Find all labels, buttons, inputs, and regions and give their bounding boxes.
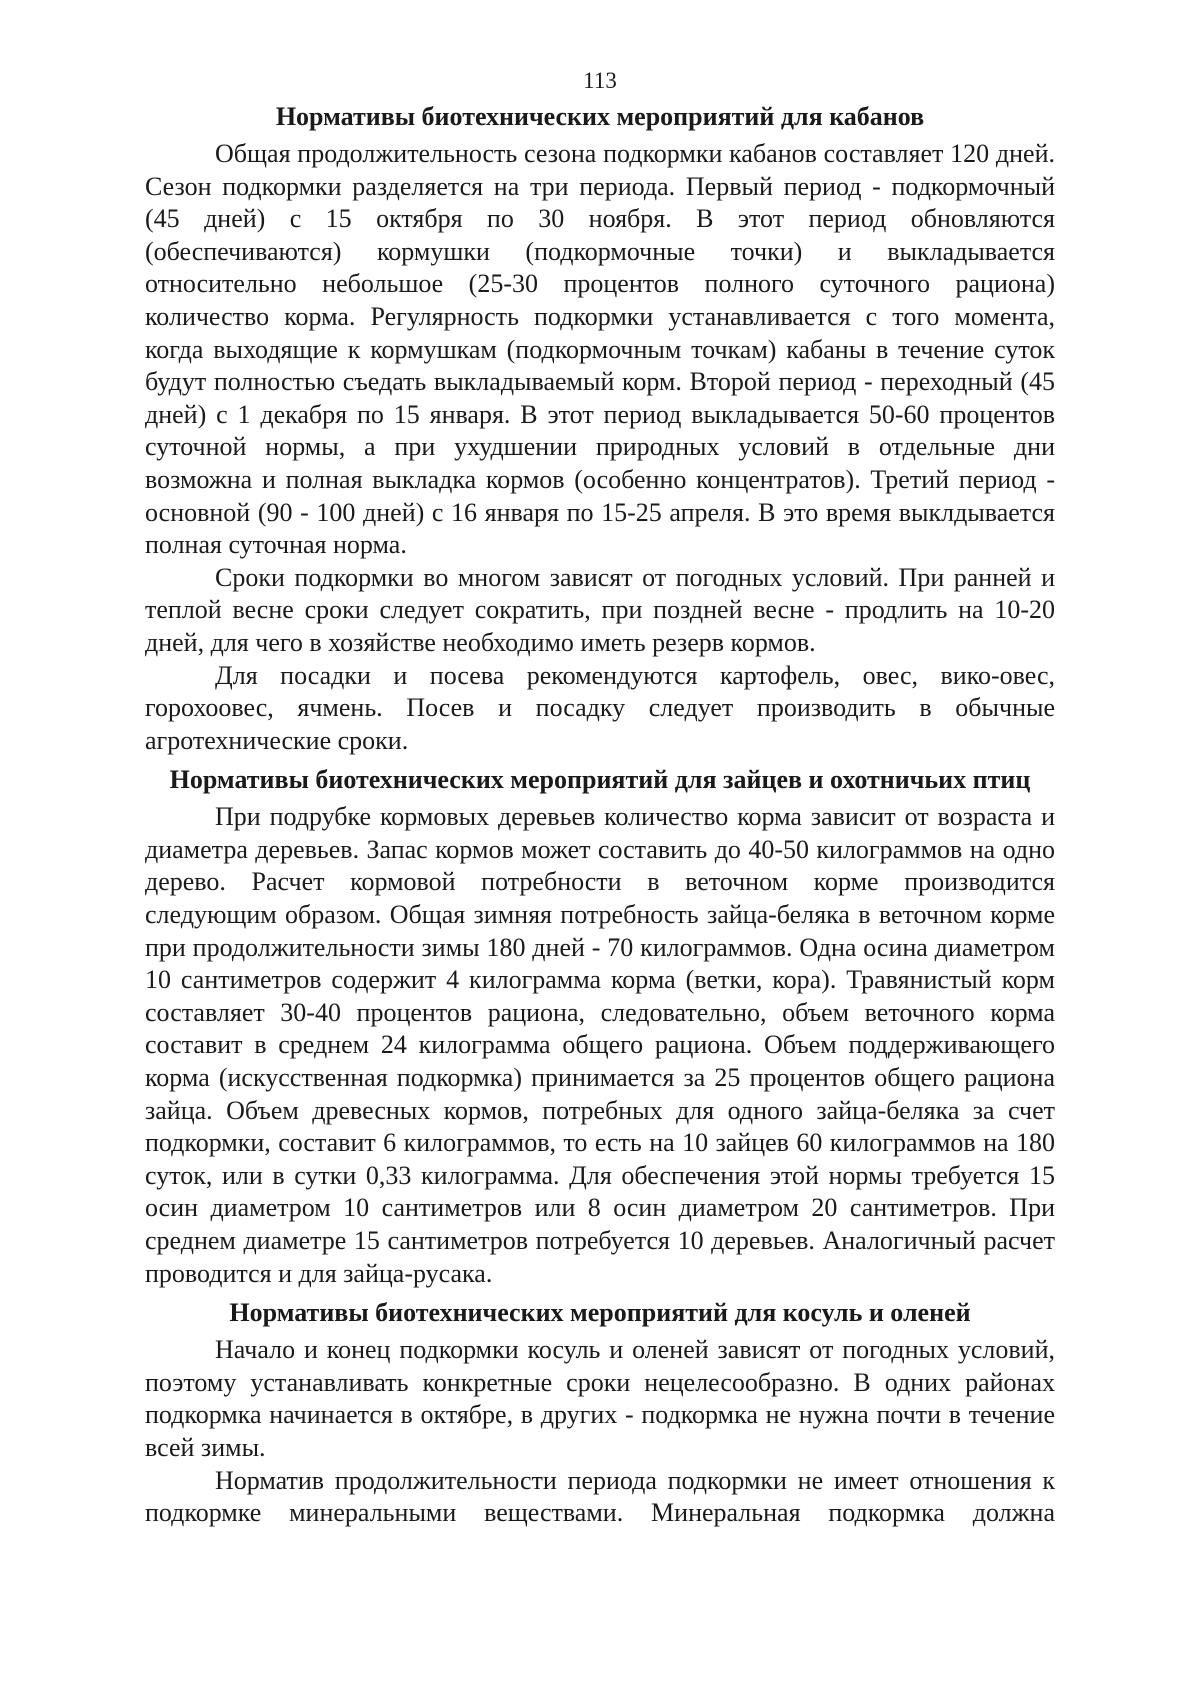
- section-heading-boars: Нормативы биотехнических мероприятий для кабанов: [275, 102, 925, 131]
- document-page: [145, 64, 1055, 1530]
- section-hares-birds: [145, 763, 1055, 1290]
- section-roe-deer: [145, 1296, 1055, 1530]
- paragraph-boars-planting: Для посадки и посева рекомендуются картофель, овес, вико-овес, горохоовес, ячмень. Посев и посадку следует производить в обычные агротехнические сроки.: [145, 660, 1055, 755]
- paragraph-boars-feeding-terms: Сроки подкормки во многом зависят от погодных условий. При ранней и теплой весне сроки следует сократить, при поздней весне - продлить на 10-20 дней, для чего в хозяйстве необходимо иметь резерв кормов.: [145, 562, 1055, 657]
- paragraph-roe-deer-mineral-feeding: Норматив продолжительности периода подкормки не имеет отношения к подкормке минеральными веществами. Минеральная подкормка должна: [145, 1465, 1055, 1528]
- section-boars: [145, 100, 1055, 757]
- section-heading-roe-deer: Нормативы биотехнических мероприятий для косуль и оленей: [229, 1298, 971, 1328]
- paragraph-roe-deer-feeding-start: Начало и конец подкормки косуль и оленей зависят от погодных условий, поэтому устанавливать конкретные сроки нецелесообразно. В одних районах подкормка начинается в октябре, в других - подкормка не нужна почти в течение всей зимы.: [145, 1335, 1055, 1462]
- paragraph-boars-feeding-periods: Общая продолжительность сезона подкормки кабанов составляет 120 дней. Сезон подкормки разделяется на три периода. Первый период - подкормочный (45 дней) с 15 октября по 30 ноября. В этот период обновляются (обеспечиваются) кормушки (подкормочные точки) и выкладывается относительно небольшое (25-30 процентов полного суточного рациона) количество корма. Регулярность подкормки устанавливается с того момента, когда выходящие к кормушкам (подкормочным точкам) кабаны в течение суток будут полностью съедать выкладываемый корм. Второй период - переходный (45 дней) с 1 декабря по 15 января. В этот период выкладывается 50-60 процентов суточной нормы, а при ухудшении природных условий в отдельные дни возможна и полная выкладка кормов (особенно концентратов). Третий период - основной (90 - 100 дней) с 16 января по 15-25 апреля. В это время выклдывается полная суточная норма.: [145, 139, 1055, 560]
- section-heading-hares-birds: Нормативы биотехнических мероприятий для зайцев и охотничьих птиц: [169, 765, 1031, 795]
- page-number: 113: [583, 68, 617, 93]
- paragraph-hares-feed-calculation: При подрубке кормовых деревьев количество корма зависит от возраста и диаметра деревьев. Запас кормов может составить до 40-50 килограммов на одно дерево. Расчет кормовой потребности в веточном корме производится следующим образом. Общая зимняя потребность зайца-беляка в веточном корме при продолжительности зимы 180 дней - 70 килограммов. Одна осина диаметром 10 сантиметров содержит 4 килограмма корма (ветки, кора). Травянистый корм составляет 30-40 процентов рациона, следовательно, объем веточного корма составит в среднем 24 килограмма общего рациона. Объем поддерживающего корма (искусственная подкормка) принимается за 25 процентов общего рациона зайца. Объем древесных кормов, потребных для одного зайца-беляка за счет подкормки, составит 6 килограммов, то есть на 10 зайцев 60 килограммов на 180 суток, или в сутки 0,33 килограмма. Для обеспечения этой нормы требуется 15 осин диаметром 10 сантиметров или 8 осин диаметром 20 сантиметров. При среднем диаметре 15 сантиметров потребуется 10 деревьев. Аналогичный расчет проводится и для зайца-русака.: [145, 802, 1055, 1288]
